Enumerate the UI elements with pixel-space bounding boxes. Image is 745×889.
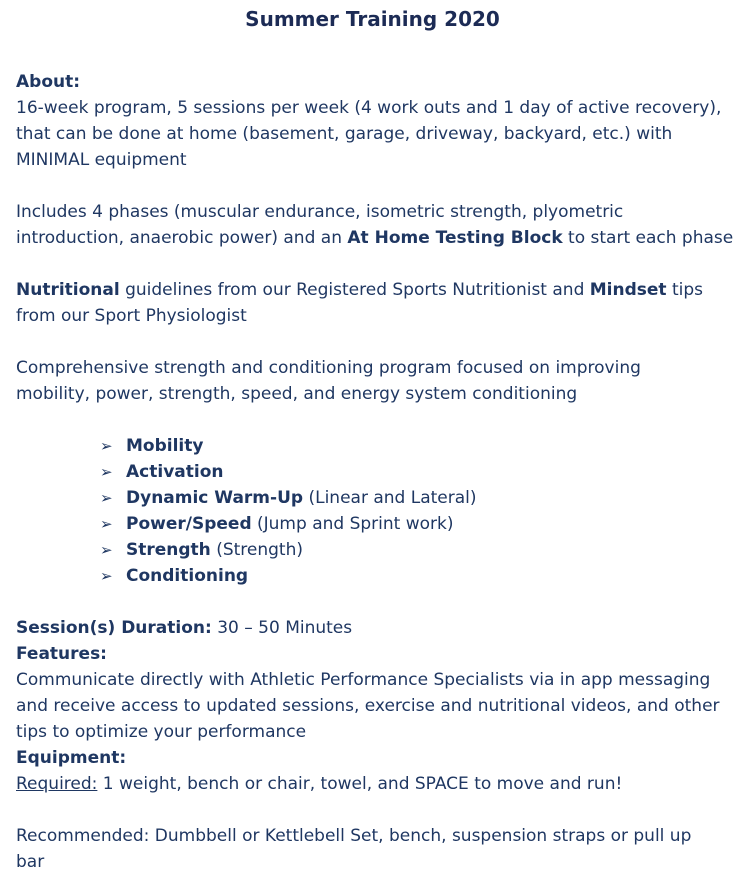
required-line	[16, 771, 741, 797]
equipment-heading: Equipment:	[16, 748, 127, 768]
list-item-title: Activation	[126, 462, 224, 482]
program-line-1: Comprehensive strength and conditioning program focused on improving	[16, 358, 641, 378]
spacer	[16, 797, 741, 823]
document-body	[16, 69, 741, 875]
about-line-2: that can be done at home (basement, garage, driveway, backyard, etc.) with	[16, 124, 673, 144]
arrow-bullet-icon: ➢	[100, 463, 113, 481]
list-item-title: Strength	[126, 540, 211, 560]
duration-line	[16, 615, 741, 641]
arrow-bullet-icon: ➢	[100, 541, 113, 559]
phases-line-2	[16, 225, 741, 251]
list-item	[100, 459, 741, 485]
list-item-detail: (Linear and Lateral)	[303, 488, 477, 508]
features-line-1: Communicate directly with Athletic Performance Specialists via in app messaging	[16, 670, 711, 690]
duration-label: Session(s) Duration:	[16, 618, 212, 638]
phases-line-1: Includes 4 phases (muscular endurance, isometric strength, plyometric	[16, 202, 624, 222]
program-line-2: mobility, power, strength, speed, and energy system conditioning	[16, 384, 578, 404]
spacer	[16, 407, 741, 433]
spacer	[16, 173, 741, 199]
nutritional-label: Nutritional	[16, 280, 120, 300]
nutrition-line-1	[16, 277, 741, 303]
phases-text: introduction, anaerobic power) and an	[16, 228, 348, 248]
list-item-title: Mobility	[126, 436, 204, 456]
list-item-title: Conditioning	[126, 566, 249, 586]
list-item-detail: (Strength)	[210, 540, 304, 560]
about-heading: About:	[16, 72, 81, 92]
spacer	[16, 589, 741, 615]
list-item	[100, 537, 741, 563]
list-item-detail: (Jump and Sprint work)	[251, 514, 454, 534]
list-item	[100, 563, 741, 589]
arrow-bullet-icon: ➢	[100, 437, 113, 455]
spacer	[16, 251, 741, 277]
about-line-3: MINIMAL equipment	[16, 150, 187, 170]
list-item-title: Power/Speed	[126, 514, 252, 534]
list-item	[100, 485, 741, 511]
nutrition-text: guidelines from our Registered Sports Nutritionist and	[119, 280, 590, 300]
list-item-title: Dynamic Warm-Up	[126, 488, 304, 508]
nutrition-line-2: from our Sport Physiologist	[16, 306, 247, 326]
testing-block-label: At Home Testing Block	[347, 228, 563, 248]
features-line-3: tips to optimize your performance	[16, 722, 307, 742]
features-line-2: and receive access to updated sessions, exercise and nutritional videos, and other	[16, 696, 720, 716]
nutrition-text-end: tips	[666, 280, 704, 300]
features-heading: Features:	[16, 644, 107, 664]
list-item	[100, 433, 741, 459]
arrow-bullet-icon: ➢	[100, 489, 113, 507]
recommended-line-1: Recommended: Dumbbell or Kettlebell Set, bench, suspension straps or pull up	[16, 826, 692, 846]
required-label: Required:	[16, 774, 98, 794]
component-list	[16, 433, 741, 589]
arrow-bullet-icon: ➢	[100, 567, 113, 585]
required-value: 1 weight, bench or chair, towel, and SPACE to move and run!	[97, 774, 623, 794]
recommended-line-2: bar	[16, 852, 45, 872]
arrow-bullet-icon: ➢	[100, 515, 113, 533]
duration-value: 30 – 50 Minutes	[211, 618, 353, 638]
page-title: Summer Training 2020	[245, 7, 500, 31]
about-line-1: 16-week program, 5 sessions per week (4 work outs and 1 day of active recovery),	[16, 98, 722, 118]
phases-text-end: to start each phase	[562, 228, 734, 248]
list-item	[100, 511, 741, 537]
mindset-label: Mindset	[589, 280, 667, 300]
spacer	[16, 329, 741, 355]
